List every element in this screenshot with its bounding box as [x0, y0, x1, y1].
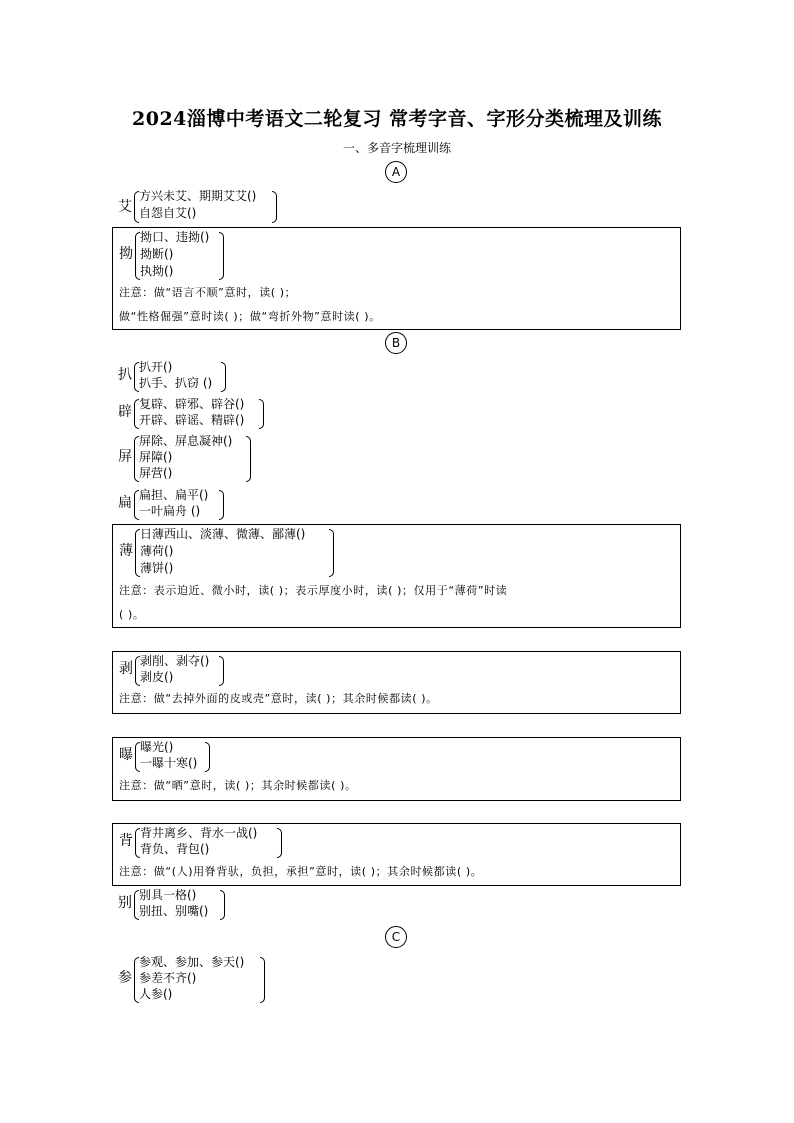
note-text: 做“性格倔强”意时读( )；做“弯折外物”意时读( )。: [119, 310, 381, 323]
section-marker-b: B: [385, 332, 407, 354]
note-box-bao: [112, 524, 681, 628]
right-brace: [219, 232, 224, 280]
entry-word: 参观、参加、参天(): [139, 955, 245, 969]
entry-char: 扁: [118, 495, 132, 511]
section-marker-c: C: [385, 926, 407, 948]
entry-word: 屏障(): [139, 450, 173, 464]
entry-word: 屏营(): [139, 466, 173, 480]
right-brace: [260, 957, 265, 1003]
entry-word: 自怨自艾(): [139, 206, 197, 220]
right-brace: [219, 490, 224, 520]
entry-word: 执拗(): [140, 264, 174, 278]
entry-word: 拗断(): [140, 247, 174, 261]
entry-char: 拗: [119, 246, 133, 262]
right-brace: [219, 656, 224, 686]
entry-char: 背: [119, 833, 133, 849]
entry-char: 剥: [119, 661, 133, 677]
note-text: 注意：做“(人)用脊背驮，负担，承担”意时，读( )；其余时候都读( )。: [119, 865, 483, 878]
note-box-bei: [112, 823, 681, 886]
right-brace: [205, 742, 210, 772]
entry-word: 开辟、辟谣、精辟(): [139, 413, 245, 427]
entry-char: 辟: [118, 404, 132, 420]
entry-char: 艾: [118, 199, 132, 215]
entry-word: 复辟、辟邪、辟谷(): [139, 397, 245, 411]
note-text: 注意：做“晒”意时，读( )；其余时候都读( )。: [119, 779, 357, 792]
entry-word: 一叶扁舟 (): [139, 504, 201, 518]
note-box-bo: [112, 651, 681, 714]
entry-word: 拗口、违拗(): [140, 230, 210, 244]
note-text: ( )。: [119, 608, 145, 621]
entry-word: 剥皮(): [140, 670, 174, 684]
entry-char: 别: [118, 895, 132, 911]
entry-char: 薄: [119, 543, 133, 559]
section-heading: 一、多音字梳理训练: [342, 141, 451, 155]
page-title: 2024淄博中考语文二轮复习 常考字音、字形分类梳理及训练: [132, 108, 662, 130]
entry-word: 薄荷(): [140, 544, 174, 558]
note-text: 注意：做“去掉外面的皮或壳”意时，读( )；其余时候都读( )。: [119, 692, 438, 705]
entry-char: 屏: [118, 449, 132, 465]
entry-word: 人参(): [139, 987, 173, 1001]
entry-word: 日薄西山、淡薄、微薄、鄙薄(): [140, 527, 306, 541]
entry-word: 屏除、屏息凝神(): [139, 434, 233, 448]
right-brace: [272, 191, 277, 223]
entry-word: 别扭、别嘴(): [139, 904, 209, 918]
entry-word: 薄饼(): [140, 561, 174, 575]
section-marker-a: A: [385, 161, 407, 183]
right-brace: [329, 529, 334, 577]
right-brace: [220, 890, 225, 920]
entry-word: 剥削、剥夺(): [140, 654, 210, 668]
entry-word: 一曝十寒(): [140, 756, 198, 770]
entry-char: 扒: [118, 367, 132, 383]
note-text: 注意：做“语言不顺”意时，读( )；: [119, 286, 297, 299]
entry-word: 扒手、扒窃 (): [139, 376, 213, 390]
note-box-pu: [112, 737, 681, 801]
entry-word: 方兴未艾、期期艾艾(): [139, 189, 257, 203]
entry-word: 扁担、扁平(): [139, 488, 209, 502]
entry-word: 背负、背包(): [140, 842, 210, 856]
right-brace: [277, 828, 282, 858]
right-brace: [246, 436, 251, 482]
right-brace: [221, 362, 226, 392]
entry-word: 扒开(): [139, 360, 173, 374]
entry-char: 参: [118, 970, 132, 986]
entry-word: 别具一格(): [139, 888, 197, 902]
note-box-ao: [112, 227, 681, 330]
entry-word: 参差不齐(): [139, 971, 197, 985]
note-text: 注意：表示迫近、微小时，读( )；表示厚度小时，读( )；仅用于“薄荷”时读: [119, 584, 508, 597]
right-brace: [259, 399, 264, 429]
entry-word: 曝光(): [140, 740, 174, 754]
entry-char: 曝: [119, 747, 133, 763]
entry-word: 背井离乡、背水一战(): [140, 826, 258, 840]
